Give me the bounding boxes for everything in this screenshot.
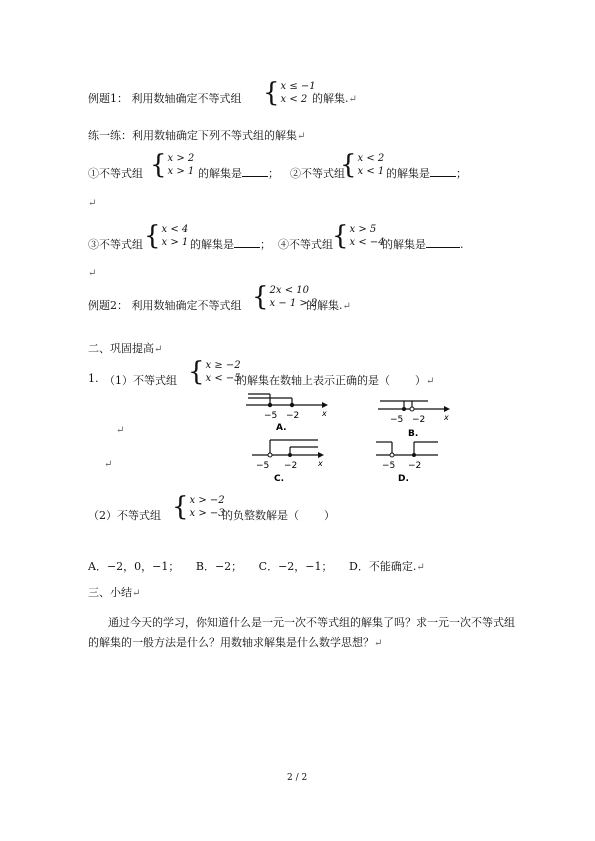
- example-1-ineq-1: x ≤ −1: [280, 81, 316, 92]
- option-d-label: D.: [398, 474, 409, 484]
- practice-3-prefix: ③不等式组: [88, 238, 143, 251]
- practice-1-after: 的解集是 ；: [198, 167, 279, 180]
- example-2-after: 的解集.↵: [306, 299, 351, 312]
- option-a-label: A.: [276, 423, 287, 432]
- tick-label: −5: [264, 411, 278, 421]
- practice-4-system: { x > 5 x < −4: [332, 221, 385, 251]
- example-1-ineq-2: x < 2: [280, 94, 308, 105]
- point-dot: [402, 407, 406, 411]
- point-dot: [412, 453, 416, 457]
- para-mark: ↵: [88, 198, 97, 209]
- practice-1-system: { x > 2 x > 1: [150, 150, 195, 180]
- example-2: [88, 297, 242, 313]
- tick-label: −5: [382, 461, 396, 471]
- example-1-system: [263, 80, 316, 106]
- brace-icon: {: [340, 150, 357, 180]
- axis-var: x: [318, 459, 323, 468]
- option-c-label: C.: [274, 474, 285, 484]
- answer-blank[interactable]: [234, 237, 260, 248]
- q1-number: 1.: [88, 372, 99, 385]
- axis-var: x: [444, 413, 449, 422]
- para-mark: ↵: [88, 268, 97, 279]
- q1-after: 的解集在数轴上表示正确的是（ ）↵: [236, 374, 435, 387]
- point-circle: [268, 453, 272, 457]
- example-2-text: 利用数轴确定不等式组: [131, 299, 242, 312]
- para-mark: ↵: [104, 459, 113, 470]
- practice-3-after: 的解集是 ；: [190, 238, 271, 251]
- tick-label: −2: [286, 411, 300, 421]
- brace-icon: {: [263, 78, 280, 108]
- practice-1-prefix: ①不等式组: [88, 167, 143, 180]
- option-a-number-line[interactable]: [240, 386, 330, 432]
- q1-sub1: （1）不等式组: [104, 374, 177, 387]
- tick-label: −2: [412, 415, 426, 425]
- q2-sub: （2）不等式组: [88, 509, 161, 522]
- section-2-title: 二、巩固提高↵: [88, 342, 163, 355]
- practice-4-prefix: ④不等式组: [278, 238, 333, 251]
- point-circle: [410, 407, 414, 411]
- brace-icon: {: [150, 150, 167, 180]
- tick-label: −2: [408, 461, 422, 471]
- option-b-label: B.: [408, 429, 419, 439]
- example-1-after: 的解集.↵: [312, 92, 357, 105]
- example-1-label: 例题1：: [88, 92, 128, 105]
- example-2-label: 例题2：: [88, 299, 128, 312]
- tick-label: −2: [284, 461, 298, 471]
- arrow-icon: [318, 452, 324, 458]
- option-c-number-line[interactable]: [248, 436, 326, 484]
- section-3-title: 三、小结↵: [88, 586, 141, 599]
- brace-icon: {: [144, 221, 161, 251]
- practice-2-after: 的解集是 ；: [386, 167, 467, 180]
- practice-2-prefix: ②不等式组: [290, 167, 345, 180]
- q2-options: A．−2，0，−1； B．−2； C．−2，−1； D．不能确定.↵: [88, 560, 425, 573]
- q2-system: { x > −2 x > −3: [172, 492, 225, 522]
- answer-blank[interactable]: [426, 237, 460, 248]
- arrow-icon: [322, 402, 328, 408]
- tick-label: −5: [256, 461, 270, 471]
- point-circle: [390, 453, 394, 457]
- summary-line-2: 的解集的一般方法是什么？用数轴求解集是什么数学思想？↵: [88, 636, 383, 649]
- q2-after: 的负整数解是（ ）: [222, 509, 335, 522]
- brace-icon: {: [172, 492, 189, 522]
- axis-var: x: [322, 409, 327, 418]
- practice-4-after: 的解集是 .: [382, 238, 464, 251]
- tick-label: −5: [390, 415, 404, 425]
- point-dot: [288, 453, 292, 457]
- page-number: 2 / 2: [287, 773, 308, 783]
- example-1-text: 利用数轴确定不等式组: [131, 92, 242, 105]
- summary-line-1: 通过今天的学习，你知道什么是一元一次不等式组的解集了吗？求一元一次不等式组: [108, 616, 515, 629]
- practice-2-system: { x < 2 x < 1: [340, 150, 385, 180]
- example-2-system: { 2x < 10 x − 1 > 2: [252, 282, 318, 312]
- brace-icon: {: [332, 221, 349, 251]
- example-1: [88, 90, 242, 106]
- arrow-icon: [444, 406, 450, 412]
- q1-system: { x ≥ −2 x < −5: [188, 357, 241, 387]
- practice-title: 练一练：利用数轴确定下列不等式组的解集↵: [88, 129, 306, 142]
- practice-3-system: { x < 4 x > 1: [144, 221, 189, 251]
- point-dot: [268, 403, 272, 407]
- para-mark: ↵: [116, 425, 125, 436]
- option-d-number-line[interactable]: [372, 436, 452, 484]
- brace-icon: {: [188, 357, 205, 387]
- option-b-number-line[interactable]: [376, 394, 452, 440]
- point-dot: [290, 403, 294, 407]
- answer-blank[interactable]: [242, 166, 268, 177]
- answer-blank[interactable]: [430, 166, 456, 177]
- brace-icon: {: [252, 282, 269, 312]
